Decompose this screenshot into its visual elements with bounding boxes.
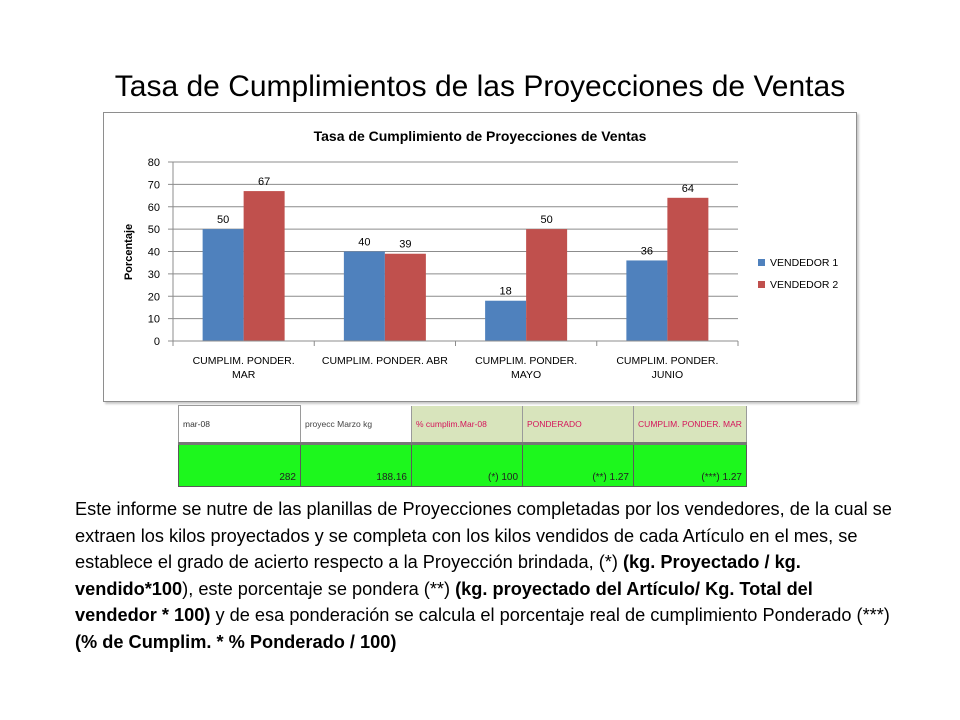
- table-row: [179, 444, 747, 487]
- y-tick-label: 20: [147, 291, 160, 304]
- body-text: [75, 496, 895, 655]
- data-label: 64: [681, 182, 694, 195]
- slide-title: Tasa de Cumplimientos de las Proyecciones de Ventas: [114, 70, 846, 103]
- x-tick-label: MAYO: [511, 369, 542, 381]
- table-header-cell: CUMPLIM. PONDER. MAR: [634, 406, 747, 444]
- legend-swatch: [758, 259, 765, 266]
- data-label: 39: [399, 238, 412, 251]
- y-tick-label: 30: [147, 268, 160, 281]
- chart-title: Tasa de Cumplimiento de Proyecciones de Ventas: [313, 128, 647, 144]
- body-text-part: Este informe se nutre de las planillas de Proyecciones completadas por los vendedores, de la cual se extraen los kilos proyectados y se completa con los kilos vendidos de cada Artículo en el mes, se establece el grado de acierto respecto a la Proyección brindada, (*): [75, 499, 892, 572]
- table-cell: (***) 1.27: [634, 444, 747, 487]
- legend-label: VENDEDOR 2: [770, 279, 839, 291]
- data-label: 50: [540, 214, 553, 227]
- bar-vendedor-2: [667, 198, 708, 341]
- x-tick-label: MAR: [231, 369, 256, 381]
- table-cell: 282: [179, 444, 301, 487]
- bar-vendedor-2: [526, 229, 567, 341]
- y-tick-label: 40: [147, 246, 160, 259]
- y-tick-label: 70: [147, 179, 160, 192]
- body-text-part: ), este porcentaje se pondera (**): [182, 578, 456, 599]
- table-header-cell: proyecc Marzo kg: [301, 406, 412, 444]
- x-tick-label: CUMPLIM. PONDER. ABR: [321, 355, 448, 367]
- table-header-cell: % cumplim.Mar-08: [412, 406, 523, 444]
- bar-vendedor-1: [344, 252, 385, 342]
- table-header-cell: mar-08: [179, 406, 301, 444]
- bar-vendedor-1: [626, 260, 667, 341]
- y-tick-label: 10: [147, 313, 160, 326]
- data-table: [178, 405, 747, 487]
- body-text-bold: (kg. Proyectado / kg. vendido*100: [75, 552, 801, 599]
- x-tick-label: CUMPLIM. PONDER.: [475, 355, 578, 367]
- y-tick-label: 60: [147, 201, 160, 214]
- x-tick-label: JUNIO: [651, 369, 684, 381]
- table-cell: (**) 1.27: [523, 444, 634, 487]
- bar-vendedor-2: [385, 254, 426, 341]
- chart-frame: [103, 112, 857, 402]
- body-text-bold: (kg. proyectado del Artículo/ Kg. Total del vendedor * 100): [75, 578, 813, 625]
- table-header-row: [179, 406, 747, 444]
- data-label: 36: [640, 245, 653, 258]
- legend-swatch: [758, 281, 765, 288]
- y-tick-label: 0: [153, 336, 160, 348]
- x-tick-label: CUMPLIM. PONDER.: [192, 355, 295, 367]
- data-label: 67: [258, 176, 271, 189]
- bar-vendedor-1: [485, 301, 526, 341]
- data-label: 18: [499, 285, 512, 298]
- bar-vendedor-1: [203, 229, 244, 341]
- body-text-part: y de esa ponderación se calcula el porcentaje real de cumplimiento Ponderado (***): [210, 605, 890, 625]
- table-header-cell: PONDERADO: [523, 406, 634, 444]
- bar-chart: [104, 113, 856, 401]
- y-axis-label: Porcentaje: [123, 223, 135, 281]
- data-label: 40: [358, 236, 371, 249]
- table-cell: (*) 100: [412, 444, 523, 487]
- bar-vendedor-2: [244, 191, 285, 341]
- legend-label: VENDEDOR 1: [770, 257, 839, 269]
- body-text-bold: (% de Cumplim. * % Ponderado / 100): [75, 631, 397, 652]
- y-tick-label: 50: [147, 224, 160, 237]
- x-tick-label: CUMPLIM. PONDER.: [616, 355, 719, 367]
- y-tick-label: 80: [147, 157, 160, 169]
- table-cell: 188.16: [301, 444, 412, 487]
- data-label: 50: [217, 214, 230, 227]
